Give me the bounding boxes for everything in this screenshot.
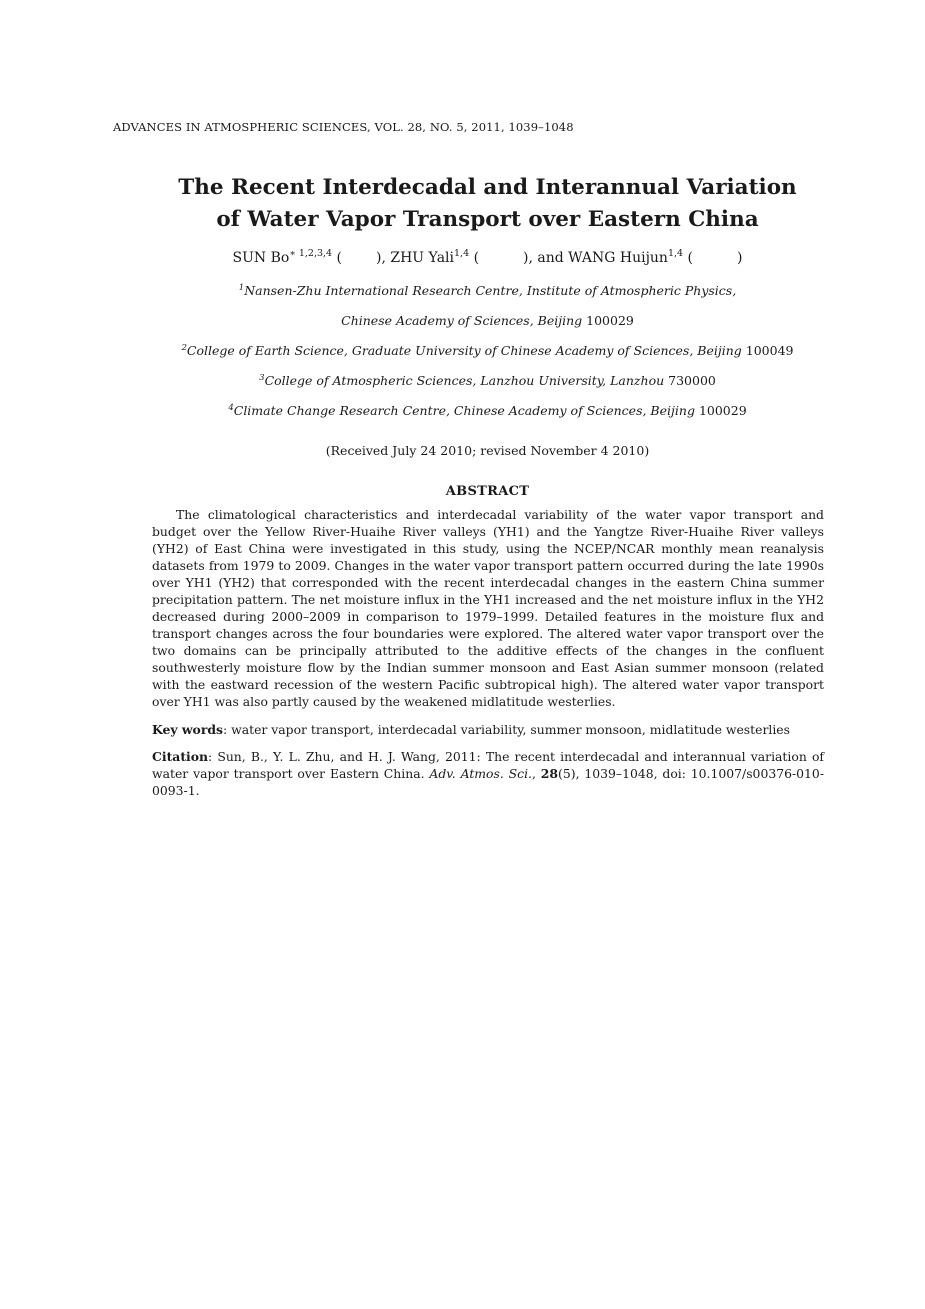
- paper-title: [0, 172, 925, 236]
- abstract-body: The climatological characteristics and interdecadal variability of the water vapor transport and budget over the Yellow River-Huaihe River valleys (YH1) and the Yangtze River-Huaihe River valleys (YH2) of East China were investigated in this study, using the NCEP/NCAR monthly mean reanalysis datasets from 1979 to 2009. Changes in the water vapor transport pattern occurred during the late 1990s over YH1 (YH2) that corresponded with the recent interdecadal changes in the eastern China summer precipitation pattern. The net moisture influx in the YH1 increased and the net moisture influx in the YH2 decreased during 2000–2009 in comparison to 1979–1999. Detailed features in the moisture flux and transport changes across the four boundaries were explored. The altered water vapor transport over the two domains can be principally attributed to the additive effects of the changes in the confluent southwesterly moisture flow by the Indian summer monsoon and East Asian summer monsoon (related with the eastward recession of the western Pacific subtropical high). The altered water vapor transport over YH1 was also partly caused by the weakened midlatitude westerlies.: [152, 507, 824, 709]
- author-2-name: ), ZHU Yali: [376, 250, 455, 266]
- citation-label: Citation: [152, 749, 209, 764]
- affiliation-2: $^2$College of Earth Science, Graduate University of Chinese Academy of Sciences, Beijing 100049: [181, 343, 794, 358]
- journal-name: Adv. Atmos. Sci.: [429, 766, 532, 781]
- affiliation-1: $^1$Nansen-Zhu International Research Centre, Institute of Atmospheric Physics,: [238, 283, 737, 298]
- title-line-2: of Water Vapor Transport over Eastern China: [216, 207, 759, 232]
- open-paren: (: [336, 250, 342, 266]
- affiliation-4: $^4$Climate Change Research Centre, Chinese Academy of Sciences, Beijing 100029: [228, 403, 747, 418]
- title-line-1: The Recent Interdecadal and Interannual Variation: [178, 175, 797, 200]
- open-paren: (: [687, 250, 693, 266]
- abstract-heading: ABSTRACT: [445, 484, 530, 499]
- author-3-name: ), and WANG Huijun: [523, 250, 668, 266]
- author-1-affil: ∗ 1,2,3,4: [289, 248, 333, 259]
- running-head: ADVANCES IN ATMOSPHERIC SCIENCES, VOL. 28, NO. 5, 2011, 1039–1048: [113, 120, 574, 134]
- affiliation-3: $^3$College of Atmospheric Sciences, Lanzhou University, Lanzhou 730000: [259, 373, 716, 388]
- close-paren: ): [736, 250, 743, 266]
- received-dates: (Received July 24 2010; revised November 4 2010): [325, 443, 650, 458]
- volume-number: 28: [540, 766, 559, 781]
- open-paren: (: [473, 250, 480, 266]
- author-1-name: SUN Bo: [232, 250, 290, 266]
- author-3-affil: 1,4: [667, 248, 684, 259]
- author-list: [0, 248, 925, 266]
- keywords: [152, 721, 824, 738]
- citation: Citation: Sun, B., Y. L. Zhu, and H. J. Wang, 2011: The recent interdecadal and interannual variation of water vapor transport over Eastern China. Adv. Atmos. Sci., 28(5), 1039–1048, doi: 10.1007/s00376-010-0093-1.: [152, 749, 825, 798]
- author-2-affil: 1,4: [454, 248, 470, 259]
- keywords-text: : water vapor transport, interdecadal variability, summer monsoon, midlatitude westerlies: [223, 722, 791, 737]
- keywords-label: Key words: [152, 722, 223, 737]
- affiliation-1-cont: Chinese Academy of Sciences, Beijing 100029: [341, 313, 634, 328]
